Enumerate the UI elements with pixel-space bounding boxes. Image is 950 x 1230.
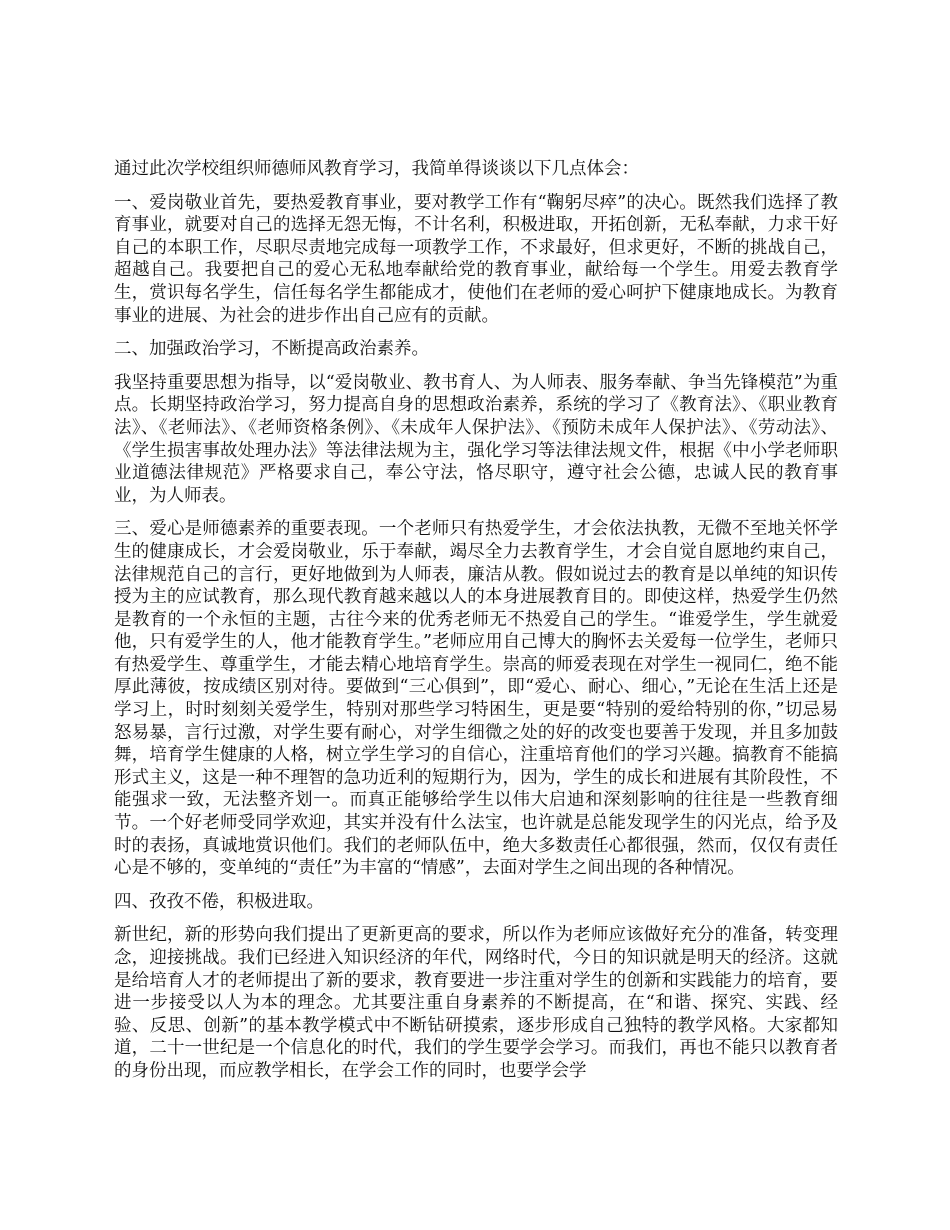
section-3-paragraph: 三、爱心是师德素养的重要表现。一个老师只有热爱学生，才会依法执教，无微不至地关怀学生的健康成长，才会爱岗敬业，乐于奉献，竭尽全力去教育学生，才会自觉自愿地约束自己，法律规范自己的言行，更好地做到为人师表，廉洁从教。假如说过去的教育是以单纯的知识传授为主的应试教育，那么现代教育越来越以人的本身进展教育目的。即使这样，热爱学生仍然是教育的一个永恒的主题，古往今来的优秀老师无不热爱自己的学生。“谁爱学生，学生就爱他，只有爱学生的人，他才能教育学生。”老师应用自己博大的胸怀去关爱每一位学生，老师只有热爱学生、尊重学生，才能去精心地培育学生。崇高的师爱表现在对学生一视同仁，绝不能厚此薄彼，按成绩区别对待。要做到“三心俱到”，即“爱心、耐心、细心，”无论在生活上还是学习上，时时刻刻关爱学生，特别对那些学习特困生，更是要“特别的爱给特别的你，”切忌易怒易暴，言行过激，对学生要有耐心，对学生细微之处的好的改变也要善于发现，并且多加鼓舞，培育学生健康的人格，树立学生学习的自信心，注重培育他们的学习兴趣。搞教育不能搞形式主义，这是一种不理智的急功近利的短期行为，因为，学生的成长和进展有其阶段性，不能强求一致，无法整齐划一。而真正能够给学生以伟大启迪和深刻影响的往往是一些教育细节。一个好老师受同学欢迎，其实并没有什么法宝，也许就是总能发现学生的闪光点，给予及时的表扬，真诚地赏识他们。我们的老师队伍中，绝大多数责任心都很强，然而，仅仅有责任心是不够的，变单纯的“责任”为丰富的“情感”，去面对学生之间出现的各种情况。	[114, 519, 838, 879]
section-1-paragraph: 一、爱岗敬业首先，要热爱教育事业，要对教学工作有“鞠躬尽瘁”的决心。既然我们选择了教育事业，就要对自己的选择无怨无悔，不计名利，积极进取，开拓创新，无私奉献，力求干好自己的本职工作，尽职尽责地完成每一项教学工作，不求最好，但求更好，不断的挑战自己，超越自己。我要把自己的爱心无私地奉献给党的教育事业，献给每一个学生。用爱去教育学生，赏识每名学生，信任每名学生都能成才，使他们在老师的爱心呵护下健康地成长。为教育事业的进展、为社会的进步作出自己应有的贡献。	[114, 192, 838, 326]
section-2-heading: 二、加强政治学习，不断提高政治素养。	[114, 339, 429, 360]
intro-paragraph: 通过此次学校组织师德师风教育学习，我简单得谈谈以下几点体会：	[114, 159, 639, 179]
section-4-paragraph: 新世纪，新的形势向我们提出了更新更高的要求，所以作为老师应该做好充分的准备，转变理念，迎接挑战。我们已经进入知识经济的年代，网络时代，今日的知识就是明天的经济。这就是给培育人才的老师提出了新的要求，教育要进一步注重对学生的创新和实践能力的培育，要进一步接受以人为本的理念。尤其要注重自身素养的不断提高，在“和谐、探究、实践、经验、反思、创新”的基本教学模式中不断钻研摸索，逐步形成自己独特的教学风格。大家都知道，二十一世纪是一个信息化的时代，我们的学生要学会学习。而我们，再也不能只以教育者的身份出现，而应教学相长，在学会工作的同时，也要学会学	[114, 925, 838, 1081]
section-2-paragraph: 我坚持重要思想为指导，以“爱岗敬业、教书育人、为人师表、服务奉献、争当先锋模范”为重点。长期坚持政治学习，努力提高自身的思想政治素养，系统的学习了《教育法》、《职业教育法》、《老师法》、《老师资格条例》、《未成年人保护法》、《预防未成年人保护法》、《劳动法》、《学生损害事故处理办法》等法律法规为主，强化学习等法律法规文件，根据《中小学老师职业道德法律规范》严格要求自己，奉公守法，恪尽职守，遵守社会公德，忠诚人民的教育事业，为人师表。	[114, 372, 838, 506]
document-body	[114, 158, 838, 1094]
section-4-heading: 四、孜孜不倦，积极进取。	[114, 891, 324, 912]
